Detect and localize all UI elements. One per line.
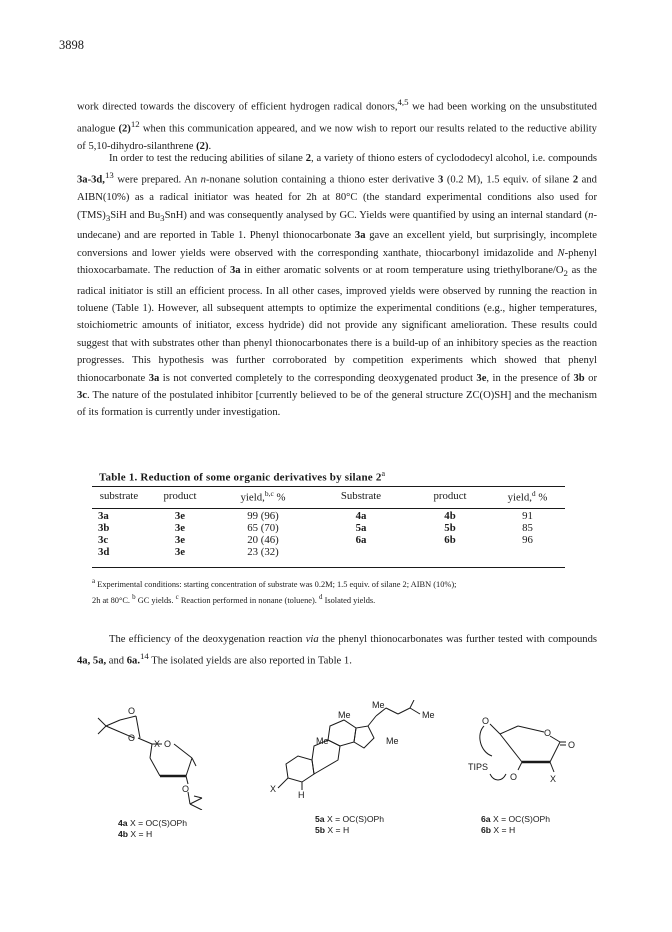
table-row: 3a 3e 99 (96) 4a 4b 91 — [98, 509, 533, 522]
table-footnote: $^a$ Experimental conditions: starting concentration of substrate was 0.2M; 1.5 equiv. of silane 2; AIBN (10%); 2h at 80°C. $^b$ GC yields. $^c$ Reaction performed in nonane (toluene). $^d$ Isolated yields. — [92, 577, 457, 606]
s4-oxygen-3: O — [164, 739, 172, 749]
header-product: product — [163, 490, 197, 503]
results-paragraph: The efficiency of the deoxygenation reaction via the phenyl thionocarbonates was further tested with compounds 4a, 5a, and 6a.$^{14}$ The isolated yields are also reported in Table 1. — [77, 634, 597, 667]
table-row: 3c 3e 20 (46) 6a 6b 96 — [98, 533, 533, 546]
s6-oxygen-4: O — [510, 772, 518, 782]
table-bottom-rule — [92, 567, 565, 568]
s4-oxygen-2: O — [128, 733, 136, 743]
header-product-right: product — [433, 490, 467, 503]
page-number: 3898 — [59, 38, 84, 52]
table-title: Table 1. Reduction of some organic derivatives by silane 2$^a$ — [99, 469, 386, 484]
structure-6-labels: 6a X = OC(S)OPh 6b X = H — [481, 814, 551, 835]
structure-6-drawing — [462, 712, 592, 802]
s5-methyl-1: Me — [372, 700, 385, 710]
structure-5-labels: 5a X = OC(S)OPh 5b X = H — [315, 814, 385, 835]
structure-5-drawing — [258, 700, 438, 800]
s6-oxygen-3: O — [568, 740, 576, 750]
s5-methyl-5: Me — [386, 736, 399, 746]
method-paragraph: In order to test the reducing abilities of silane 2, a variety of thiono esters of cyclododecyl alcohol, i.e. compounds 3a-3d,$^{13}$ were prepared. An n-nonane solution containing a thiono ester derivative 3 (0.2 M), 1.5 equiv. of silane 2 and AIBN(10%) as a radical initiator was heated for 2h at 80°C (the standard experimental conditions also used for $(TMS)_3SiH$ and $Bu_3SnH$) and was consequently analysed by GC. Yields were quantified by using an internal standard (n-undecane) and are reported in Table 1. Phenyl thionocarbonate 3a gave an excellent yield, but surprisingly, incomplete conversions and lower yields were observed with the corresponding xanthate, thiocarbonyl imidazolide and N-phenyl thioxocarbamate. The reduction of 3a in either aromatic solvents or at room temperature using triethylborane/$O_2$ as the radical initiator is still an efficient process. In all other cases, improved yields were observed by running the reaction in toluene (Table 1). However, all subsequent attempts to optimize the experimental conditions (e.g., higher temperatures, stoichiometric amounts of initiator, excess hydride) did not provide any significant amelioration. These results could suggest that with substrates other than phenyl thionocarbonates there is a build-up of an inhibitory species as the reaction progresses. This hypothesis was further corroborated by competition experiments which showed that phenyl thionocarbonate 3a is not converted completely to the corresponding deoxygenated product 3e, in the presence of 3b or 3c. The nature of the postulated inhibitor [currently believed to be of the general structure ZC(O)SH] and the mechanism of its formation is currently under investigation. — [77, 153, 598, 419]
header-substrate: substrate — [99, 490, 139, 503]
table-row: 3b 3e 65 (70) 5a 5b 85 — [98, 521, 533, 534]
intro-paragraph: work directed towards the discovery of efficient hydrogen radical donors,$^{4,5}$ we had been working on the unsubstituted analogue $(2)^{12}$ when this communication appeared, and we now wish to report our results related to the reductive ability of 5,10-dihydro-silanthrene (2). — [77, 97, 597, 152]
table-row: 3d 3e 23 (32) — [98, 545, 279, 558]
s4-x-group: X — [154, 739, 161, 749]
s6-oxygen-2: O — [544, 728, 552, 738]
s6-oxygen-1: O — [482, 716, 490, 726]
s4-oxygen-4: O — [182, 784, 190, 794]
structure-4-labels: 4a X = OC(S)OPh 4b X = H — [118, 818, 188, 839]
s5-methyl-2: Me — [338, 710, 351, 720]
s5-hydrogen: H — [298, 790, 305, 800]
s5-x-group: X — [270, 784, 277, 794]
header-substrate-right: Substrate — [340, 490, 382, 503]
header-yield-right: yield,$^d$ % — [507, 489, 548, 504]
s5-methyl-3: Me — [422, 710, 435, 720]
table-header-row — [92, 487, 565, 510]
s6-tips-group: TIPS — [468, 762, 489, 772]
structure-4-drawing — [90, 700, 240, 810]
header-yield: yield,$^{b,c}$ % — [240, 489, 286, 504]
s4-oxygen-1: O — [128, 706, 136, 716]
s5-methyl-4: Me — [316, 736, 329, 746]
s6-x-group: X — [550, 774, 557, 784]
results-table — [92, 487, 565, 558]
